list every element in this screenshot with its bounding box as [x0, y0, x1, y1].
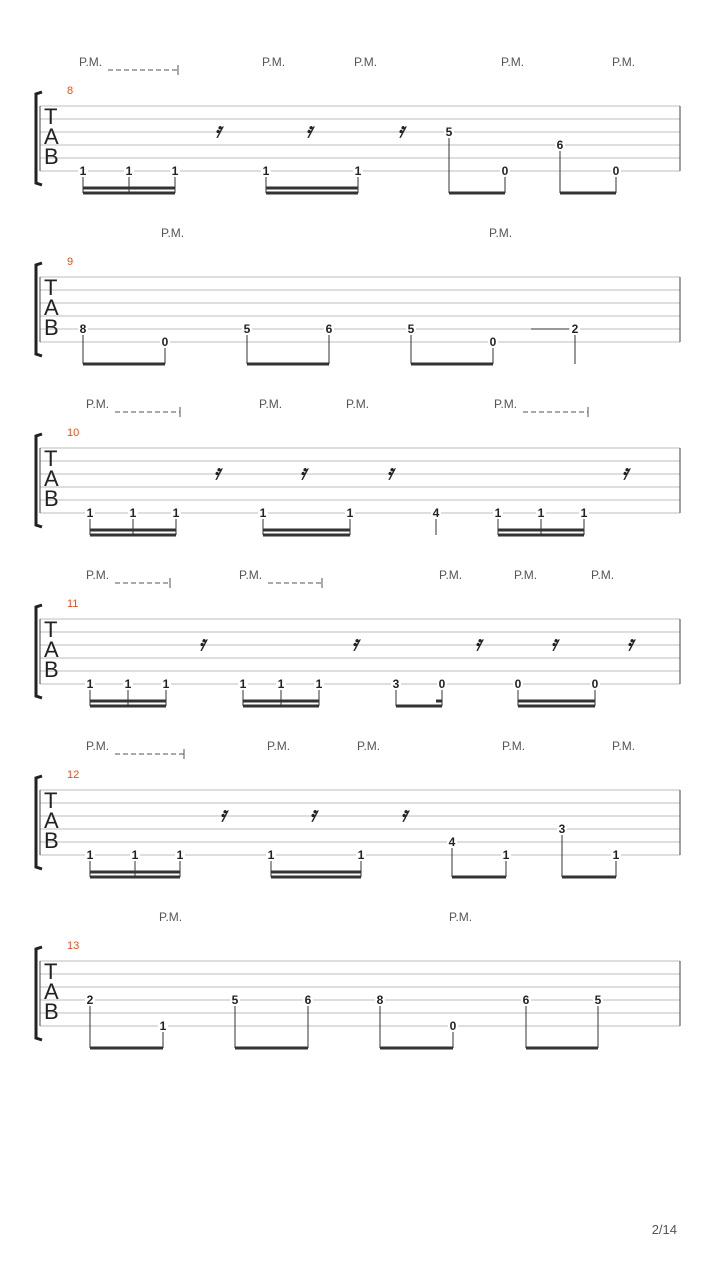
tab-clef-letter: B — [44, 657, 59, 682]
sixteenth-rest: 𝄿 — [551, 631, 558, 655]
tab-clef-letter: T — [44, 275, 58, 300]
fret-number: 1 — [86, 506, 94, 520]
fret-number: 1 — [159, 1019, 167, 1033]
sixteenth-rest: 𝄿 — [387, 460, 394, 484]
tab-clef-letter: T — [44, 959, 58, 984]
palm-mute-label: P.M. — [161, 226, 185, 240]
measure-number: 8 — [67, 85, 74, 97]
sixteenth-rest: 𝄿 — [475, 631, 482, 655]
palm-mute-label: P.M. — [494, 397, 518, 411]
fret-number: 4 — [432, 506, 440, 520]
fret-number: 0 — [438, 677, 446, 691]
palm-mute-label: P.M. — [612, 55, 636, 69]
fret-number: 0 — [449, 1019, 457, 1033]
sixteenth-rest: 𝄿 — [627, 631, 634, 655]
fret-number: 1 — [346, 506, 354, 520]
palm-mute-label: P.M. — [514, 568, 538, 582]
tab-clef-letter: A — [44, 808, 59, 833]
fret-number: 1 — [267, 848, 275, 862]
fret-number: 5 — [243, 322, 251, 336]
palm-mute-label: P.M. — [239, 568, 263, 582]
fret-number: 1 — [277, 677, 285, 691]
fret-number: 0 — [489, 335, 497, 349]
fret-number: 1 — [357, 848, 365, 862]
palm-mute-label: P.M. — [86, 397, 110, 411]
fret-number: 1 — [125, 164, 133, 178]
fret-number: 1 — [129, 506, 137, 520]
fret-number: 3 — [558, 822, 566, 836]
page-number: 2/14 — [651, 1222, 677, 1237]
tab-clef-letter: B — [44, 144, 59, 169]
sixteenth-rest: 𝄿 — [220, 802, 227, 826]
tab-clef-letter: B — [44, 315, 59, 340]
fret-number: 0 — [612, 164, 620, 178]
fret-number: 5 — [407, 322, 415, 336]
fret-number: 1 — [239, 677, 247, 691]
measure-number: 10 — [67, 427, 80, 439]
palm-mute-label: P.M. — [439, 568, 463, 582]
fret-number: 1 — [502, 848, 510, 862]
fret-number: 1 — [580, 506, 588, 520]
palm-mute-label: P.M. — [354, 55, 378, 69]
fret-number: 8 — [376, 993, 384, 1007]
fret-number: 5 — [445, 125, 453, 139]
fret-number: 1 — [124, 677, 132, 691]
fret-number: 1 — [537, 506, 545, 520]
fret-number: 1 — [171, 164, 179, 178]
palm-mute-label: P.M. — [489, 226, 513, 240]
fret-number: 8 — [79, 322, 87, 336]
fret-number: 1 — [86, 848, 94, 862]
fret-number: 2 — [86, 993, 94, 1007]
palm-mute-label: P.M. — [267, 739, 291, 753]
tab-clef-letter: A — [44, 295, 59, 320]
fret-number: 1 — [262, 164, 270, 178]
fret-number: 1 — [259, 506, 267, 520]
fret-number: 0 — [591, 677, 599, 691]
palm-mute-label: P.M. — [346, 397, 370, 411]
palm-mute-label: P.M. — [591, 568, 615, 582]
fret-number: 6 — [556, 138, 564, 152]
tab-clef-letter: A — [44, 637, 59, 662]
fret-number: 1 — [612, 848, 620, 862]
palm-mute-label: P.M. — [259, 397, 283, 411]
tab-clef-letter: T — [44, 617, 58, 642]
sixteenth-rest: 𝄿 — [622, 460, 629, 484]
measure-number: 9 — [67, 256, 74, 268]
palm-mute-label: P.M. — [86, 739, 110, 753]
fret-number: 1 — [131, 848, 139, 862]
fret-number: 6 — [522, 993, 530, 1007]
fret-number: 0 — [501, 164, 509, 178]
palm-mute-label: P.M. — [502, 739, 526, 753]
fret-number: 1 — [172, 506, 180, 520]
tab-clef-letter: B — [44, 999, 59, 1024]
tab-clef-letter: T — [44, 104, 58, 129]
fret-number: 1 — [86, 677, 94, 691]
palm-mute-label: P.M. — [501, 55, 525, 69]
palm-mute-label: P.M. — [159, 910, 183, 924]
sixteenth-rest: 𝄿 — [215, 118, 222, 142]
tab-clef-letter: A — [44, 979, 59, 1004]
tab-clef-letter: T — [44, 788, 58, 813]
fret-number: 1 — [162, 677, 170, 691]
tab-clef-letter: A — [44, 466, 59, 491]
sixteenth-rest: 𝄿 — [310, 802, 317, 826]
fret-number: 1 — [79, 164, 87, 178]
measure-number: 11 — [67, 598, 79, 610]
fret-number: 1 — [354, 164, 362, 178]
sixteenth-rest: 𝄿 — [401, 802, 408, 826]
fret-number: 3 — [392, 677, 400, 691]
fret-number: 5 — [231, 993, 239, 1007]
measure-number: 12 — [67, 769, 80, 781]
palm-mute-label: P.M. — [86, 568, 110, 582]
fret-number: 0 — [161, 335, 169, 349]
sixteenth-rest: 𝄿 — [352, 631, 359, 655]
fret-number: 5 — [594, 993, 602, 1007]
fret-number: 0 — [514, 677, 522, 691]
palm-mute-label: P.M. — [612, 739, 636, 753]
fret-number: 1 — [315, 677, 323, 691]
fret-number: 4 — [448, 835, 456, 849]
measure-number: 13 — [67, 940, 80, 952]
fret-number: 1 — [494, 506, 502, 520]
palm-mute-label: P.M. — [79, 55, 103, 69]
fret-number: 6 — [304, 993, 312, 1007]
tab-clef-letter: B — [44, 486, 59, 511]
fret-number: 1 — [176, 848, 184, 862]
sixteenth-rest: 𝄿 — [199, 631, 206, 655]
sixteenth-rest: 𝄿 — [214, 460, 221, 484]
tab-clef-letter: B — [44, 828, 59, 853]
sixteenth-rest: 𝄿 — [300, 460, 307, 484]
tab-clef-letter: T — [44, 446, 58, 471]
sixteenth-rest: 𝄿 — [398, 118, 405, 142]
palm-mute-label: P.M. — [357, 739, 381, 753]
fret-number: 6 — [325, 322, 333, 336]
palm-mute-label: P.M. — [262, 55, 286, 69]
palm-mute-label: P.M. — [449, 910, 473, 924]
fret-number: 2 — [571, 322, 579, 336]
sixteenth-rest: 𝄿 — [306, 118, 313, 142]
tab-clef-letter: A — [44, 124, 59, 149]
